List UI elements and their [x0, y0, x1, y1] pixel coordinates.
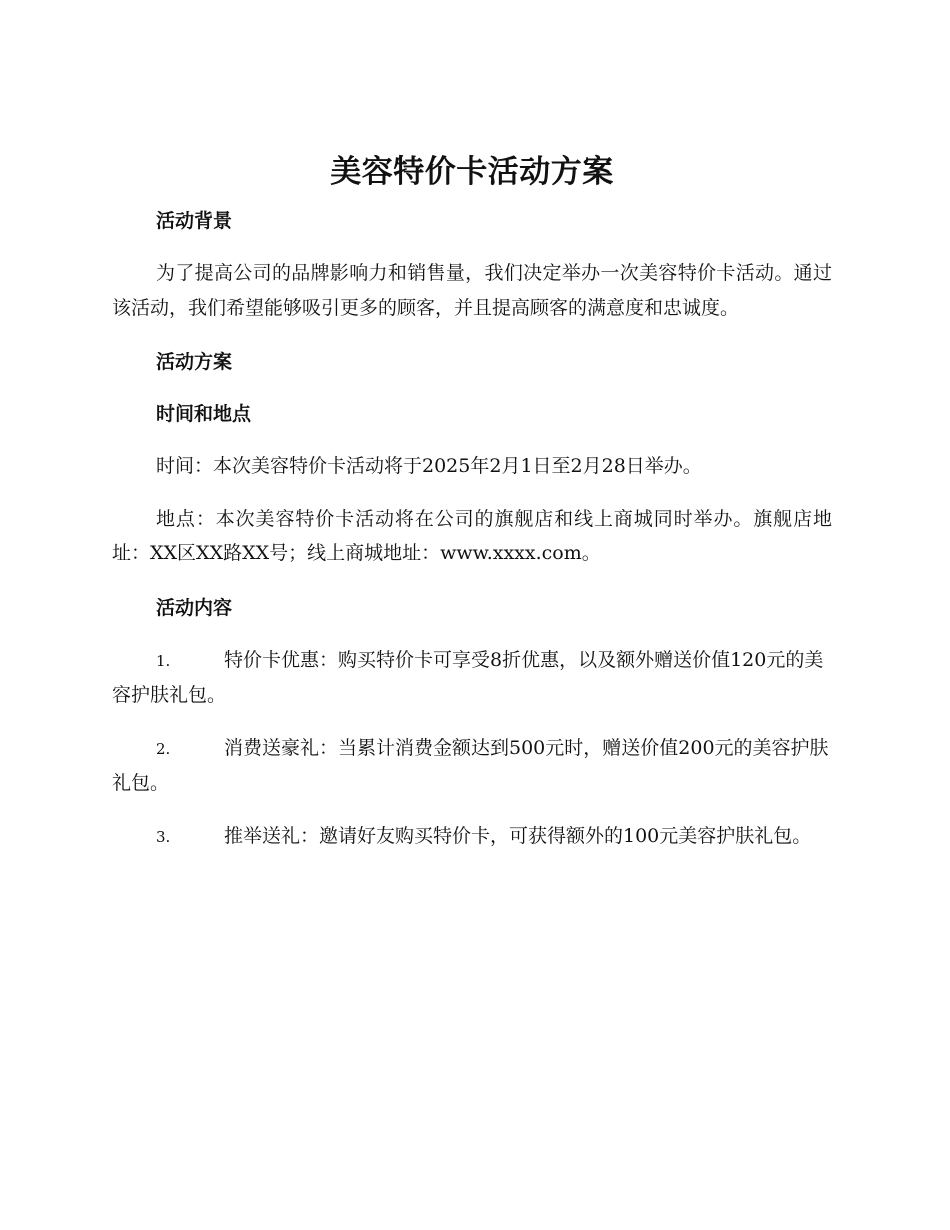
- section-heading-background: 活动背景: [156, 210, 233, 232]
- list-item-text: 消费送豪礼：当累计消费金额达到500元时，赠送价值200元的美容护肤礼包。: [112, 736, 829, 794]
- list-item-number: 1.: [156, 651, 171, 670]
- list-item-text: 推举送礼：邀请好友购买特价卡，可获得额外的100元美容护肤礼包。: [224, 824, 812, 847]
- section-heading-plan: 活动方案: [156, 351, 233, 373]
- time-paragraph: 时间：本次美容特价卡活动将于2025年2月1日至2月28日举办。: [156, 455, 702, 477]
- list-item: [112, 643, 832, 713]
- background-paragraph: 为了提高公司的品牌影响力和销售量，我们决定举办一次美容特价卡活动。通过该活动，我们希望能够吸引更多的顾客，并且提高顾客的满意度和忠诚度。: [112, 262, 832, 319]
- list-item: [112, 819, 832, 855]
- list-item: [112, 731, 832, 801]
- document-title: 美容特价卡活动方案: [330, 154, 614, 190]
- section-heading-content: 活动内容: [156, 596, 233, 619]
- list-item-text: 特价卡优惠：购买特价卡可享受8折优惠，以及额外赠送价值120元的美容护肤礼包。: [112, 648, 824, 706]
- list-item-number: 2.: [156, 739, 171, 758]
- document-page: [112, 140, 832, 854]
- section-heading-time-place: 时间和地点: [156, 403, 252, 425]
- place-paragraph: 地点：本次美容特价卡活动将在公司的旗舰店和线上商城同时举办。旗舰店地址：XX区XX路XX号；线上商城地址：www.xxxx.com。: [112, 507, 832, 564]
- list-item-number: 3.: [156, 827, 171, 846]
